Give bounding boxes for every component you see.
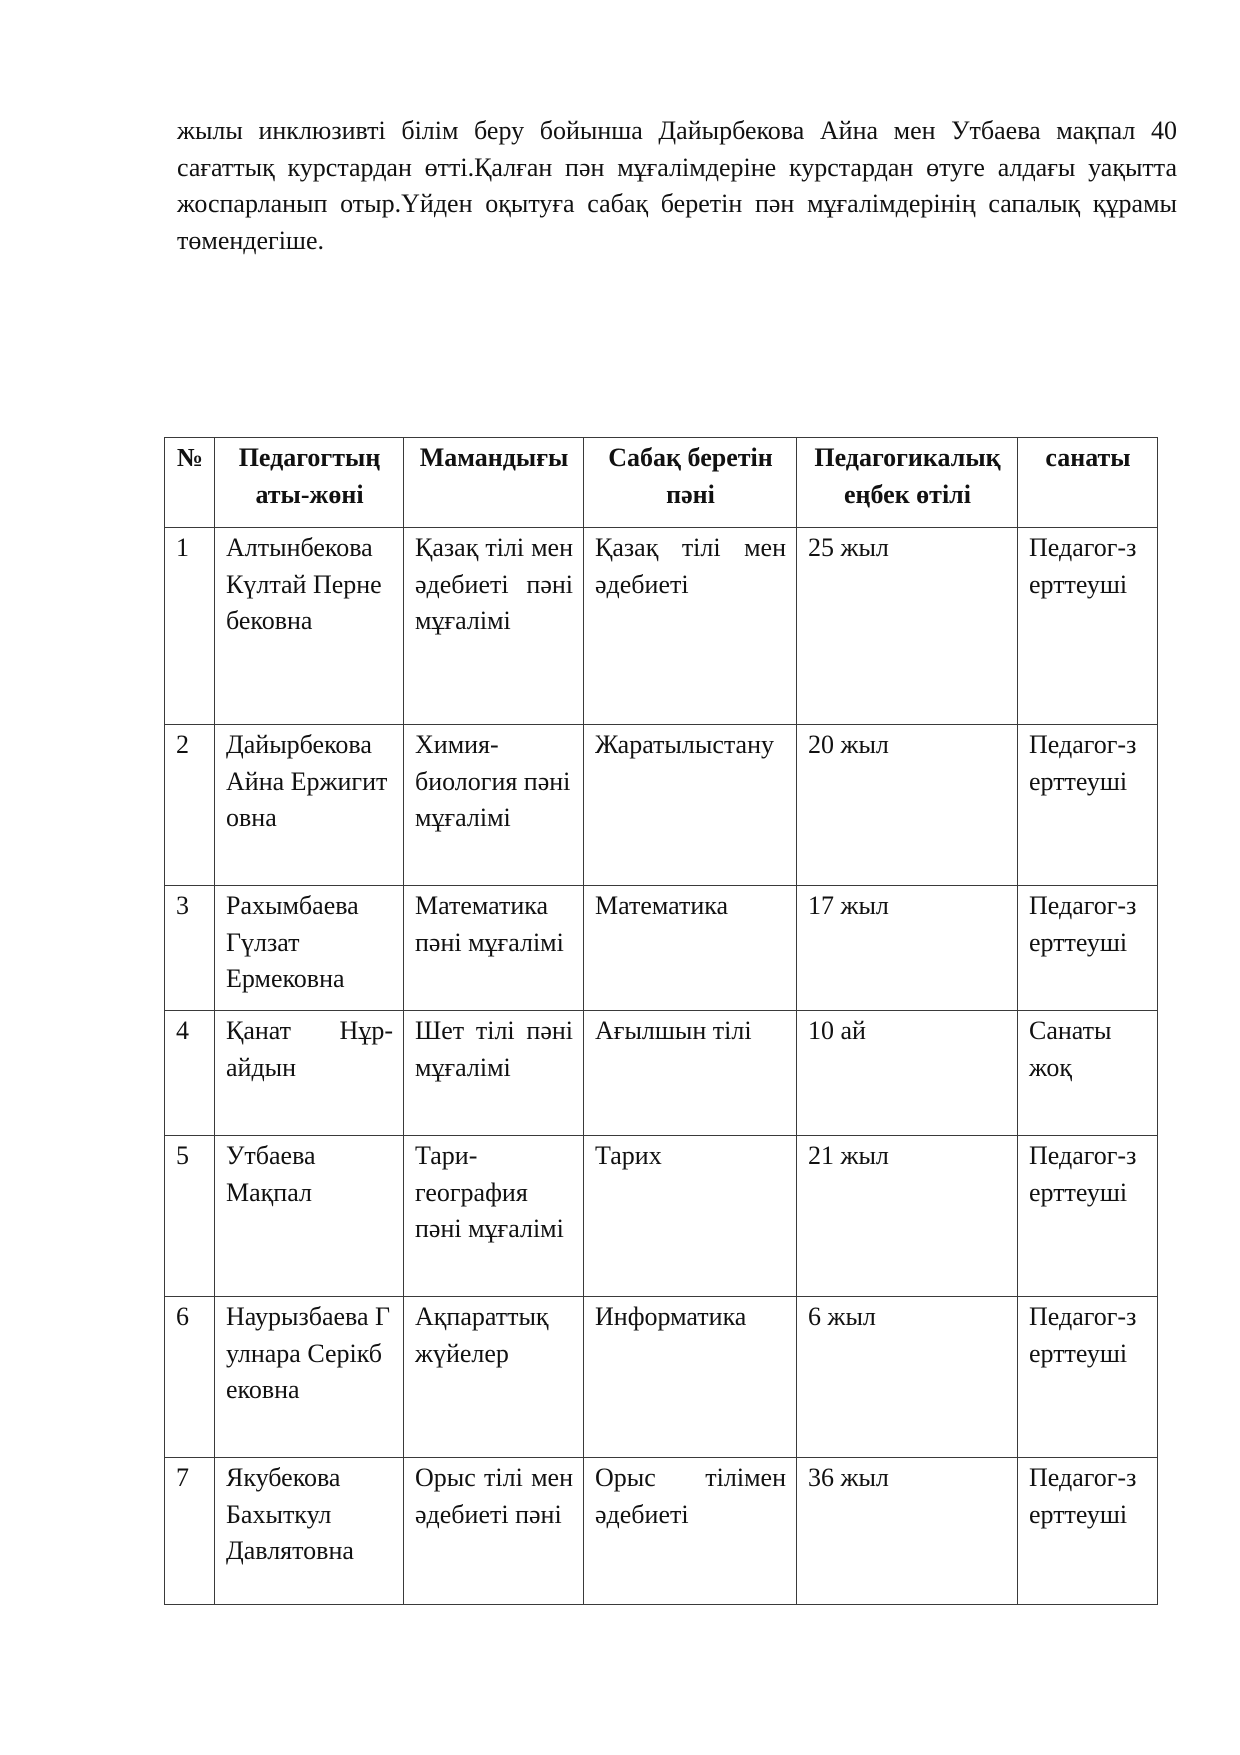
table-row [165,886,1158,1011]
teacher-subject: Тарих [584,1136,797,1297]
header-number: № [165,438,215,528]
teacher-experience: 25 жыл [797,528,1018,725]
teacher-category: Педагог-зерттеуші [1018,1297,1158,1458]
teacher-subject: Қазақ тілі мен әдебиеті [584,528,797,725]
teacher-experience: 10 ай [797,1011,1018,1136]
teachers-table [164,437,1158,1605]
intro-paragraph: жылы инклюзивті білім беру бойынша Дайырбекова Айна мен Утбаева мақпал 40 сағаттық курстардан өтті.Қалған пән мұғалімдеріне курстардан өтуге алдағы уақытта жоспарланып отыр.Үйден оқытуға сабақ беретін пән мұғалімдерінің сапалық құрамы төмендегіше. [177,116,1177,255]
teacher-name: Алтынбекова Күлтай Пернебековна [215,528,404,725]
table-row [165,725,1158,886]
teacher-experience: 36 жыл [797,1458,1018,1605]
teacher-specialty: Шет тілі пәні мұғалімі [404,1011,584,1136]
row-number: 3 [165,886,215,1011]
teacher-experience: 6 жыл [797,1297,1018,1458]
teacher-subject: Жаратылыстану [584,725,797,886]
teacher-category: Педагог-зерттеуші [1018,528,1158,725]
row-number: 5 [165,1136,215,1297]
teacher-experience: 20 жыл [797,725,1018,886]
teacher-name: Утбаева Мақпал [215,1136,404,1297]
header-subject [584,438,797,528]
header-category-label: санаты [1045,443,1131,472]
header-specialty-label: Мамандығы [419,443,569,472]
teacher-name: Наурызбаева Гулнара Серікбековна [215,1297,404,1458]
teacher-specialty: Тари-география пәні мұғалімі [404,1136,584,1297]
row-number: 2 [165,725,215,886]
header-category [1018,438,1158,528]
table-row [165,1136,1158,1297]
teacher-subject: Информатика [584,1297,797,1458]
teacher-name: Қанат Нұр-айдын [215,1011,404,1136]
table-row [165,528,1158,725]
header-experience [797,438,1018,528]
row-number: 1 [165,528,215,725]
table-row [165,1458,1158,1605]
teacher-name: Якубекова Бахыткул Давлятовна [215,1458,404,1605]
teacher-category: Педагог-зерттеуші [1018,1458,1158,1605]
teacher-subject: Орыс тілімен әдебиеті [584,1458,797,1605]
teacher-name: Рахымбаева Гүлзат Ермековна [215,886,404,1011]
teacher-specialty: Ақпараттық жүйелер [404,1297,584,1458]
header-subject-label: Сабақ беретін пәні [608,443,773,509]
teacher-experience: 17 жыл [797,886,1018,1011]
teacher-category: Педагог-зерттеуші [1018,725,1158,886]
teacher-specialty: Математика пәні мұғалімі [404,886,584,1011]
header-specialty [404,438,584,528]
teacher-experience: 21 жыл [797,1136,1018,1297]
header-name [215,438,404,528]
teacher-category: Санаты жоқ [1018,1011,1158,1136]
table-header-row [165,438,1158,528]
teacher-specialty: Қазақ тілі мен әдебиеті пәні мұғалімі [404,528,584,725]
teacher-category: Педагог-зерттеуші [1018,1136,1158,1297]
teacher-category: Педагог-зерттеуші [1018,886,1158,1011]
header-experience-label: Педагогикалық еңбек өтілі [814,443,1001,509]
teacher-specialty: Орыс тілі мен әдебиеті пәні [404,1458,584,1605]
teacher-subject: Ағылшын тілі [584,1011,797,1136]
table-row [165,1297,1158,1458]
row-number: 4 [165,1011,215,1136]
teacher-specialty: Химия-биология пәні мұғалімі [404,725,584,886]
header-name-label: Педагогтың аты-жөні [238,443,381,509]
row-number: 7 [165,1458,215,1605]
teacher-name: Дайырбекова Айна Ержигитовна [215,725,404,886]
row-number: 6 [165,1297,215,1458]
teacher-subject: Математика [584,886,797,1011]
table-row [165,1011,1158,1136]
